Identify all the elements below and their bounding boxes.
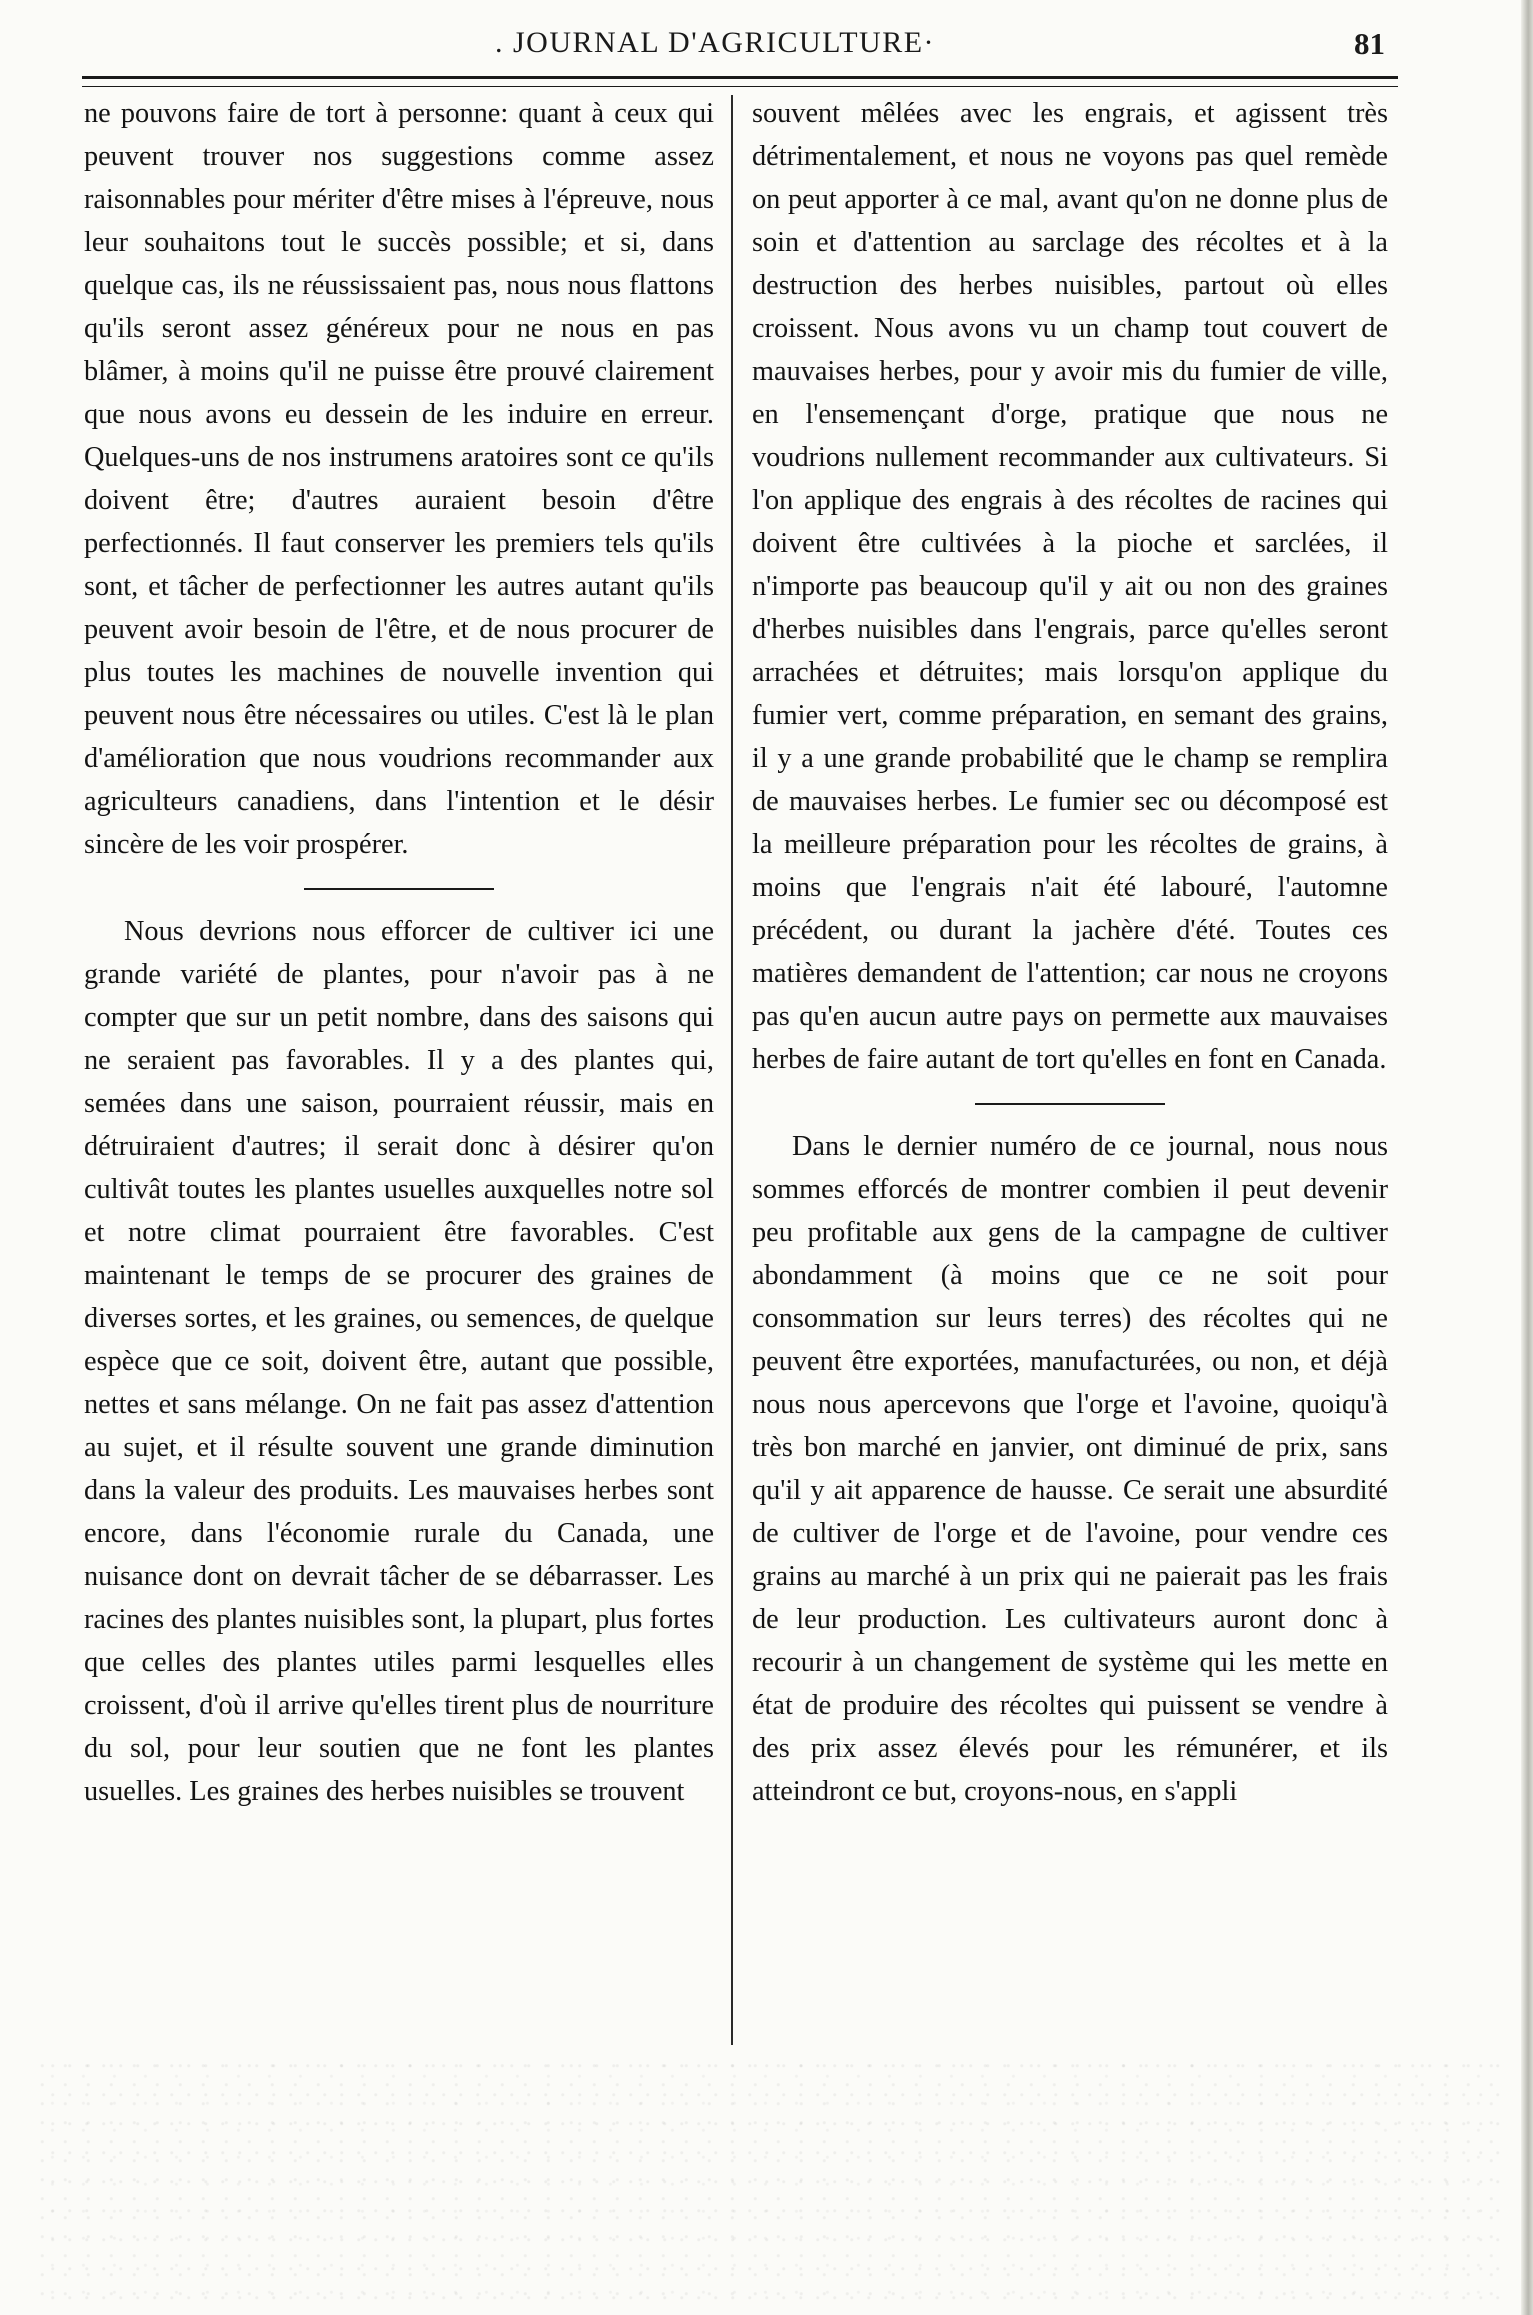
scan-edge xyxy=(1521,0,1533,2315)
section-divider xyxy=(975,1103,1165,1105)
header-rule xyxy=(82,76,1398,87)
page-number: 81 xyxy=(1354,26,1385,61)
right-column xyxy=(752,92,1388,1813)
right-paragraph-2: Dans le dernier numéro de ce journal, nous nous sommes efforcés de montrer combien il peut devenir peu profitable aux gens de la campagne de cultiver abondamment (à moins que ce ne soit pour consommation sur leurs terres) des récoltes qui ne peuvent être exportées, manufacturées, ou non, et déjà nous nous apercevons que l'orge et l'avoine, quoiqu'à très bon marché en janvier, ont diminué de prix, sans qu'il y ait apparence de hausse. Ce serait une absurdité de cultiver de l'orge et de l'avoine, pour vendre ces grains au marché à un prix qui ne paierait pas les frais de leur production. Les cultivateurs auront donc à recourir à un changement de système qui les mette en état de produire des récoltes qui puissent se vendre à des prix assez élevés pour les rémunérer, et ils atteindront ce but, croyons-nous, en s'appli xyxy=(752,1131,1388,1807)
scan-noise xyxy=(40,2060,1500,2310)
running-head: . JOURNAL D'AGRICULTURE· xyxy=(495,26,936,59)
left-paragraph-1: ne pouvons faire de tort à personne: quant à ceux qui peuvent trouver nos suggestions comme assez raisonnables pour mériter d'être mises à l'épreuve, nous leur souhaitons tout le succès possible; et si, dans quelque cas, ils ne réussissaient pas, nous nous flattons qu'ils seront assez généreux pour ne nous en pas blâmer, à moins qu'il ne puisse être prouvé clairement que nous avons eu dessein de les induire en erreur. Quelques-uns de nos instrumens aratoires sont ce qu'ils doivent être; d'autres auraient besoin d'être perfectionnés. Il faut conserver les premiers tels qu'ils sont, et tâcher de perfectionner les autres autant qu'ils peuvent avoir besoin de l'être, et de nous procurer de plus toutes les machines de nouvelle invention qui peuvent nous être nécessaires ou utiles. C'est là le plan d'amélioration que nous voudrions recommander aux agriculteurs canadiens, dans l'intention et le désir sincère de les voir prospérer. xyxy=(84,98,714,860)
left-paragraph-2: Nous devrions nous efforcer de cultiver ici une grande variété de plantes, pour n'avoir pas à ne compter que sur un petit nombre, dans des saisons qui ne seraient pas favorables. Il y a des plantes qui, semées dans une saison, pourraient réussir, mais en détruiraient d'autres; il serait donc à désirer qu'on cultivât toutes les plantes usuelles auxquelles notre sol et notre climat pourraient être favorables. C'est maintenant le temps de se procurer des graines de diverses sortes, et les graines, ou semences, de quelque espèce que ce soit, doivent être, autant que possible, nettes et sans mélange. On ne fait pas assez d'attention au sujet, et il résulte souvent une grande diminution dans la valeur des produits. Les mauvaises herbes sont encore, dans l'économie rurale du Canada, une nuisance dont on devrait tâcher de se débarrasser. Les racines des plantes nuisibles sont, la plupart, plus fortes que celles des plantes utiles parmi lesquelles elles croissent, d'où il arrive qu'elles tirent plus de nourriture du sol, pour leur soutien que ne font les plantes usuelles. Les graines des herbes nuisibles se trouvent xyxy=(84,916,714,1807)
page-header xyxy=(75,24,1395,70)
section-divider xyxy=(304,888,494,890)
left-column xyxy=(84,92,714,1813)
column-divider xyxy=(731,95,733,2045)
right-paragraph-1: souvent mêlées avec les engrais, et agissent très détrimentalement, et nous ne voyons pas quel remède on peut apporter à ce mal, avant qu'on ne donne plus de soin et d'attention au sarclage des récoltes et à la destruction des herbes nuisibles, partout où elles croissent. Nous avons vu un champ tout couvert de mauvaises herbes, pour y avoir mis du fumier de ville, en l'ensemençant d'orge, pratique que nous ne voudrions nullement recommander aux cultivateurs. Si l'on applique des engrais à des récoltes de racines qui doivent être cultivées à la pioche et sarclées, il n'importe pas beaucoup qu'il y ait ou non des graines d'herbes nuisibles dans l'engrais, parce qu'elles seront arrachées et détruites; mais lorsqu'on applique du fumier vert, comme préparation, en semant des grains, il y a une grande probabilité que le champ se remplira de mauvaises herbes. Le fumier sec ou décomposé est la meilleure préparation pour les récoltes de grains, à moins que l'engrais n'ait été labouré, l'automne précédent, ou durant la jachère d'été. Toutes ces matières demandent de l'attention; car nous ne croyons pas qu'en aucun autre pays on permette aux mauvaises herbes de faire autant de tort qu'elles en font en Canada. xyxy=(752,98,1388,1075)
